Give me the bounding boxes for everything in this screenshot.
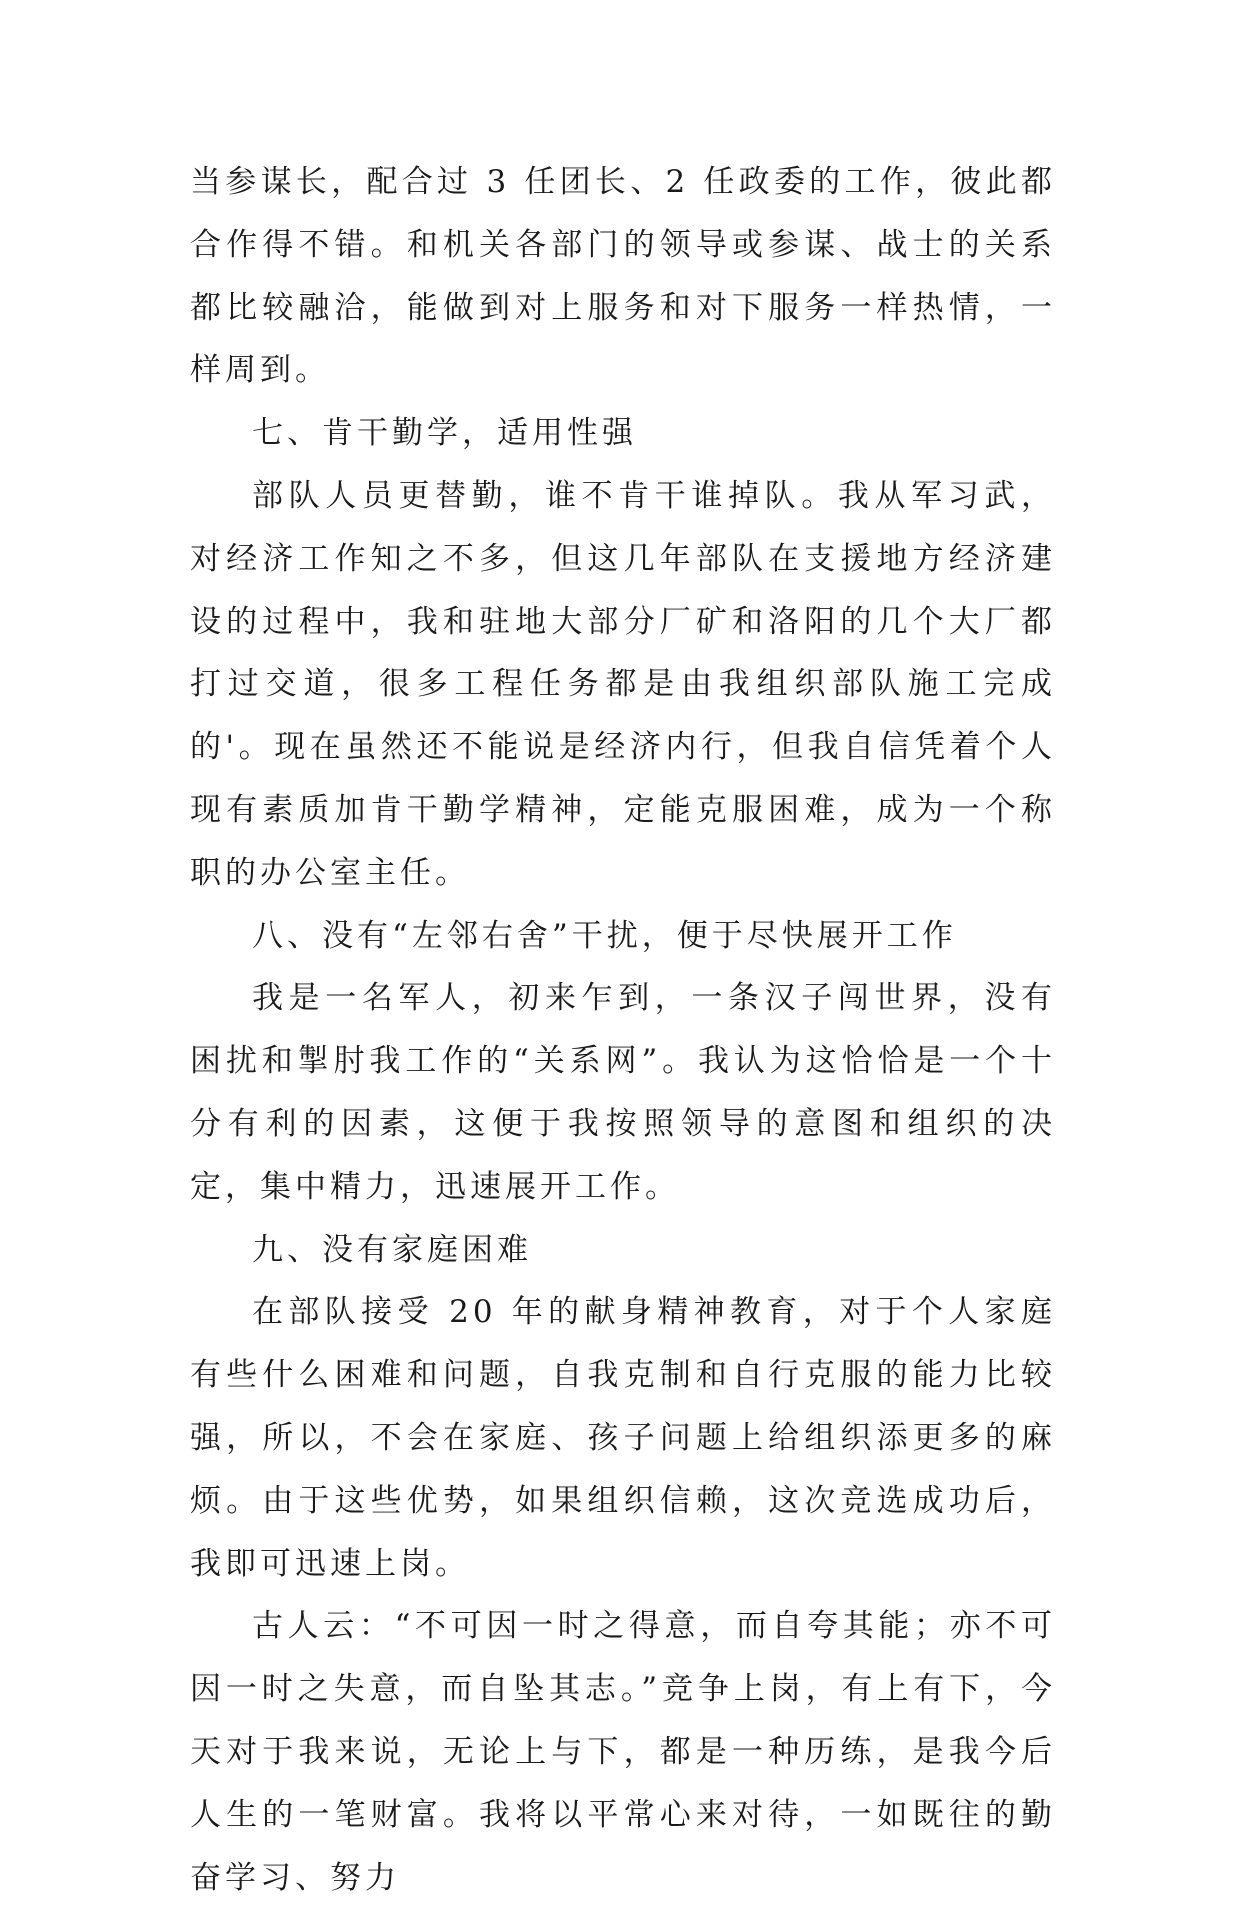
section-heading-seven: 七、肯干勤学，适用性强 <box>252 415 637 452</box>
document-body <box>190 151 1056 1909</box>
paragraph-ancient-saying: 古人云：“不可因一时之得意，而自夸其能；亦不可因一时之失意，而自坠其志。”竞争上岗，有上有下，今天对于我来说，无论上与下，都是一种历练，是我今后人生的一笔财富。我将以平常心来对待，一如既往的勤奋学习、努力 <box>190 1608 1056 1896</box>
paragraph-no-connections: 我是一名军人，初来乍到，一条汉子闯世界，没有困扰和掣肘我工作的“关系网”。我认为这恰恰是一个十分有利的因素，这便于我按照领导的意图和组织的决定，集中精力，迅速展开工作。 <box>190 980 1056 1205</box>
paragraph-diligence: 部队人员更替勤，谁不肯干谁掉队。我从军习武，对经济工作知之不多，但这几年部队在支援地方经济建设的过程中，我和驻地大部分厂矿和洛阳的几个大厂都打过交道，很多工程任务都是由我组织部队施工完成的'。现在虽然还不能说是经济内行，但我自信凭着个人现有素质加肯干勤学精神，定能克服困难，成为一个称职的办公室主任。 <box>190 477 1056 891</box>
section-heading-eight: 八、没有“左邻右舍”干扰，便于尽快展开工作 <box>252 917 957 954</box>
paragraph-no-family-difficulty: 在部队接受 20 年的献身精神教育，对于个人家庭有些什么困难和问题，自我克制和自行克服的能力比较强，所以，不会在家庭、孩子问题上给组织添更多的麻烦。由于这些优势，如果组织信赖，这次竞选成功后，我即可迅速上岗。 <box>190 1294 1056 1582</box>
section-heading-nine: 九、没有家庭困难 <box>252 1231 532 1268</box>
paragraph-continuation: 当参谋长，配合过 3 任团长、2 任政委的工作，彼此都合作得不错。和机关各部门的领导或参谋、战士的关系都比较融洽，能做到对上服务和对下服务一样热情，一样周到。 <box>190 164 1056 389</box>
